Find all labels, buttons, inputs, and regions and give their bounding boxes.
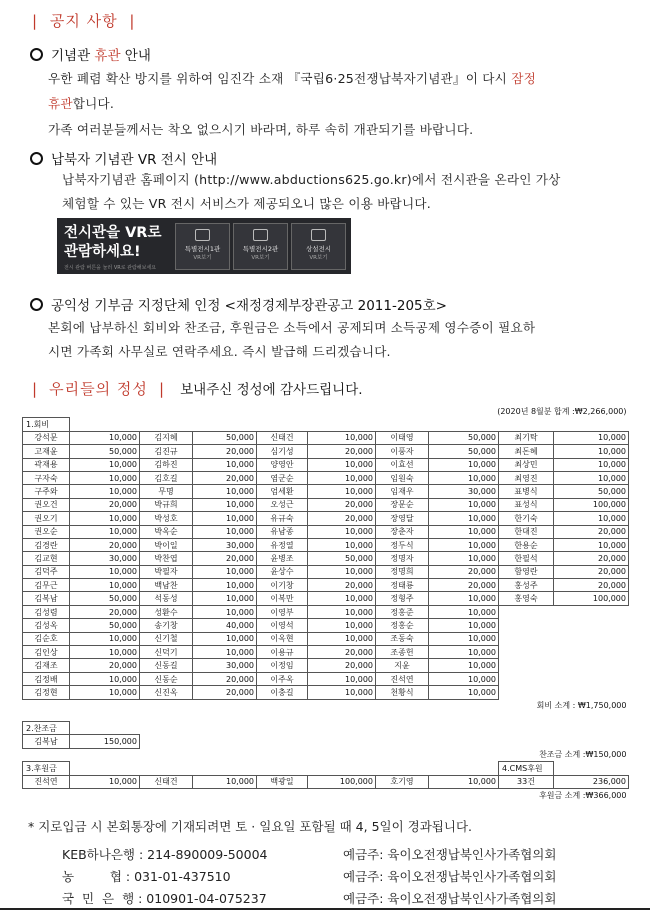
table-cell: 20,000: [429, 565, 499, 578]
table-cell: 정명희: [376, 565, 429, 578]
table-cell: 이용규: [257, 646, 308, 659]
notice-closure-line: 휴관합니다.: [48, 96, 115, 111]
table-cell: 김정배: [23, 672, 70, 685]
table-row: [23, 775, 629, 788]
table-cell: 한용순: [499, 538, 554, 551]
empty-cell: [554, 632, 629, 645]
table-cell: 10,000: [70, 431, 140, 444]
vr-banner-caption: 전시 관람 버튼을 눌러 VR로 관람해보세요: [64, 265, 157, 271]
table-cell: 10,000: [193, 565, 257, 578]
table-cell: 10,000: [308, 619, 376, 632]
table-cell: 신진옥: [140, 686, 193, 699]
empty-cell: [499, 646, 554, 659]
table-cell: 10,000: [429, 538, 499, 551]
empty-cell: [23, 712, 629, 722]
vr-camera-icon: [311, 229, 326, 241]
notice-heading-vr: 납북자 기념관 VR 전시 안내: [30, 148, 217, 168]
table-cell: 10,000: [193, 458, 257, 471]
subtotal-row: [23, 699, 629, 712]
table-cell: 30,000: [429, 485, 499, 498]
table-row: [23, 735, 629, 748]
table-cell: 10,000: [70, 485, 140, 498]
table-cell: 40,000: [193, 619, 257, 632]
table-cell: (2020년 8월분 합계 :₩2,266,000): [497, 406, 627, 416]
table-cell: 10,000: [429, 646, 499, 659]
table-cell: 20,000: [308, 659, 376, 672]
vr-camera-icon: [195, 229, 210, 241]
table-cell: 20,000: [70, 659, 140, 672]
table-cell: 이영부: [257, 605, 308, 618]
table-cell: 10,000: [429, 471, 499, 484]
table-cell: 이정임: [257, 659, 308, 672]
table-cell: 10,000: [70, 512, 140, 525]
table-cell: 박필자: [140, 565, 193, 578]
table-cell: 10,000: [554, 445, 629, 458]
table-cell: 20,000: [308, 646, 376, 659]
table-row: [23, 646, 629, 659]
table-cell: 윤상수: [257, 565, 308, 578]
empty-cell: [70, 418, 629, 431]
table-cell: 최영진: [499, 471, 554, 484]
table-cell: 김경란: [23, 538, 70, 551]
table-cell: 김정현: [23, 686, 70, 699]
circle-bullet-icon: [30, 298, 43, 311]
table-row: [23, 565, 629, 578]
table-cell: 10,000: [70, 565, 140, 578]
table-cell: 50,000: [70, 445, 140, 458]
table-cell: 1.회비: [23, 418, 70, 431]
empty-cell: [499, 686, 554, 699]
table-row: [23, 498, 629, 511]
table-cell: 김덕주: [23, 565, 70, 578]
vr-exhibition-banner[interactable]: [57, 218, 351, 274]
donations-table-body: [23, 405, 629, 801]
table-cell: 신태건: [140, 775, 193, 788]
table-cell: 박규희: [140, 498, 193, 511]
gap: [23, 712, 629, 722]
table-cell: 10,000: [193, 498, 257, 511]
bank-account: 농 협 : 031-01-437510: [62, 869, 231, 884]
subtotal-row: [23, 788, 629, 801]
account-holder: 예금주: 육이오전쟁납북인사가족협의회: [343, 869, 557, 884]
table-cell: 정형주: [376, 592, 429, 605]
notice-vr-line: 체험할 수 있는 VR 전시 서비스가 제공되오니 많은 이용 바랍니다.: [62, 196, 431, 211]
table-cell: 10,000: [429, 592, 499, 605]
empty-cell: [70, 721, 629, 734]
table-cell: 20,000: [554, 525, 629, 538]
table-cell: 50,000: [70, 592, 140, 605]
table-cell: 10,000: [429, 686, 499, 699]
table-cell: 이효선: [376, 458, 429, 471]
table-cell: 강석문: [23, 431, 70, 444]
table-cell: 10,000: [70, 686, 140, 699]
table-cell: 20,000: [70, 605, 140, 618]
empty-cell: [554, 659, 629, 672]
table-cell: 지윤: [376, 659, 429, 672]
giro-note: * 지로입금 시 본회통장에 기재되려면 토 · 일요일 포함될 때 4, 5일이 경과됩니다.: [28, 819, 473, 834]
table-cell: 10,000: [308, 672, 376, 685]
table-cell: 석동성: [140, 592, 193, 605]
table-row: [23, 619, 629, 632]
empty-cell: [554, 762, 629, 775]
table-cell: 이옥현: [257, 632, 308, 645]
table-cell: 신기철: [140, 632, 193, 645]
section-label-row: [23, 418, 629, 431]
table-cell: 김재조: [23, 659, 70, 672]
table-cell: 김진규: [140, 445, 193, 458]
table-cell: 장문순: [376, 498, 429, 511]
table-cell: 양영안: [257, 458, 308, 471]
empty-cell: [499, 619, 554, 632]
table-row: [23, 458, 629, 471]
table-cell: 10,000: [193, 525, 257, 538]
table-cell: 곽재용: [23, 458, 70, 471]
empty-cell: [140, 735, 629, 748]
table-cell: 후원금 소계 :₩366,000: [539, 790, 627, 800]
table-cell: 장영달: [376, 512, 429, 525]
table-cell: 10,000: [70, 646, 140, 659]
table-cell: 10,000: [308, 592, 376, 605]
table-cell: 10,000: [193, 646, 257, 659]
table-cell: 정홍순: [376, 619, 429, 632]
account-holder: 예금주: 육이오전쟁납북인사가족협의회: [343, 847, 557, 862]
table-row: [23, 538, 629, 551]
section-label-row: [23, 762, 629, 775]
table-cell: 박이일: [140, 538, 193, 551]
notice-heading-closure: 기념관 휴관 안내: [30, 44, 151, 64]
table-cell: 신덕기: [140, 646, 193, 659]
table-cell: 10,000: [193, 592, 257, 605]
table-cell: 호기영: [376, 775, 429, 788]
table-cell: 50,000: [70, 619, 140, 632]
table-cell: 20,000: [308, 512, 376, 525]
notice-closure-line: 가족 여러분들께서는 착오 없으시기 바라며, 하루 속히 개관되기를 바랍니다.: [48, 122, 474, 137]
table-row: [23, 552, 629, 565]
table-cell: 조종헌: [376, 646, 429, 659]
table-cell: 20,000: [554, 579, 629, 592]
empty-cell: [554, 646, 629, 659]
table-cell: 20,000: [193, 552, 257, 565]
bank-account: KEB하나은행 : 214-890009-50004: [62, 847, 268, 862]
table-cell: 김성옥: [23, 619, 70, 632]
table-row: [23, 471, 629, 484]
table-cell: 오성근: [257, 498, 308, 511]
table-cell: 236,000: [554, 775, 629, 788]
table-cell: 조동숙: [376, 632, 429, 645]
table-cell: 10,000: [429, 632, 499, 645]
table-row: [23, 512, 629, 525]
table-cell: 3.후원금: [23, 762, 70, 775]
vr-button-special-hall-2[interactable]: 특별전시2관 VR보기: [233, 223, 288, 270]
table-cell: 백광일: [257, 775, 308, 788]
table-cell: 구주와: [23, 485, 70, 498]
table-cell: 유남종: [257, 525, 308, 538]
empty-cell: [554, 605, 629, 618]
table-cell: 20,000: [193, 672, 257, 685]
table-cell: 20,000: [554, 565, 629, 578]
vr-button-permanent[interactable]: 상설전시 VR보기: [291, 223, 346, 270]
table-cell: 10,000: [70, 458, 140, 471]
donations-table: [22, 405, 629, 801]
table-cell: 10,000: [193, 579, 257, 592]
table-cell: 신동순: [140, 672, 193, 685]
vr-banner-title: 전시관을 VR로 관람하세요!: [64, 225, 162, 260]
table-cell: 20,000: [429, 579, 499, 592]
table-cell: 이충길: [257, 686, 308, 699]
table-cell: 정홍준: [376, 605, 429, 618]
table-cell: 김호길: [140, 471, 193, 484]
table-cell: 권오건: [23, 498, 70, 511]
table-cell: 최돈혜: [499, 445, 554, 458]
table-row: [23, 431, 629, 444]
table-cell: 이태영: [376, 431, 429, 444]
table-cell: 김교현: [23, 552, 70, 565]
table-cell: 박성호: [140, 512, 193, 525]
table-cell: 회비 소계 : ₩1,750,000: [536, 701, 627, 711]
table-cell: 한필석: [499, 552, 554, 565]
table-cell: 성환수: [140, 605, 193, 618]
table-cell: 이복만: [257, 592, 308, 605]
table-cell: 10,000: [429, 659, 499, 672]
table-cell: 100,000: [308, 775, 376, 788]
table-cell: 20,000: [70, 538, 140, 551]
table-cell: 표성식: [499, 498, 554, 511]
table-cell: 10,000: [193, 632, 257, 645]
table-cell: 홍영숙: [499, 592, 554, 605]
table-cell: 50,000: [554, 485, 629, 498]
table-cell: 이주옥: [257, 672, 308, 685]
table-cell: 10,000: [308, 485, 376, 498]
table-cell: 10,000: [429, 458, 499, 471]
table-cell: 장춘자: [376, 525, 429, 538]
empty-cell: [554, 686, 629, 699]
table-cell: 임재우: [376, 485, 429, 498]
table-cell: 10,000: [308, 605, 376, 618]
table-row: [23, 579, 629, 592]
table-cell: 10,000: [70, 775, 140, 788]
table-cell: 한기숙: [499, 512, 554, 525]
table-cell: 엄세환: [257, 485, 308, 498]
table-cell: 4.CMS후원: [499, 762, 554, 775]
table-cell: 한대진: [499, 525, 554, 538]
empty-cell: [554, 672, 629, 685]
table-cell: 이풍자: [376, 445, 429, 458]
table-cell: 10,000: [193, 512, 257, 525]
table-cell: 표병식: [499, 485, 554, 498]
vr-button-special-hall-1[interactable]: 특별전시1관 VR보기: [175, 223, 230, 270]
subtotal-row: [23, 748, 629, 761]
table-cell: 10,000: [429, 525, 499, 538]
circle-bullet-icon: [30, 48, 43, 61]
table-cell: 10,000: [70, 525, 140, 538]
table-cell: 진석연: [376, 672, 429, 685]
table-cell: 송기창: [140, 619, 193, 632]
empty-cell: [499, 672, 554, 685]
table-row: [23, 485, 629, 498]
empty-cell: [499, 605, 554, 618]
table-cell: 30,000: [193, 659, 257, 672]
donations-title: 우리들의 정성: [49, 380, 148, 398]
notice-heading-donation-org: 공익성 기부금 지정단체 인정 <재정경제부장관공고 2011-205호>: [30, 294, 447, 314]
bottom-rule: [0, 908, 650, 910]
table-cell: 정두식: [376, 538, 429, 551]
table-cell: 50,000: [429, 445, 499, 458]
table-cell: 김무근: [23, 579, 70, 592]
section-label-row: [23, 721, 629, 734]
table-cell: 10,000: [429, 512, 499, 525]
table-cell: 10,000: [193, 485, 257, 498]
table-cell: 구자숙: [23, 471, 70, 484]
table-row: [23, 445, 629, 458]
table-cell: 김지혜: [140, 431, 193, 444]
table-cell: 10,000: [308, 431, 376, 444]
table-cell: 유규숙: [257, 512, 308, 525]
table-cell: 최상민: [499, 458, 554, 471]
table-cell: 30,000: [193, 538, 257, 551]
table-cell: 심기성: [257, 445, 308, 458]
table-cell: 백남찬: [140, 579, 193, 592]
table-cell: 10,000: [429, 619, 499, 632]
table-cell: 신태건: [257, 431, 308, 444]
table-cell: 20,000: [308, 579, 376, 592]
table-cell: 33건: [499, 775, 554, 788]
empty-cell: [499, 659, 554, 672]
table-cell: 50,000: [429, 431, 499, 444]
table-cell: 10,000: [193, 775, 257, 788]
table-cell: 찬조금 소계 :₩150,000: [539, 750, 627, 760]
notice-donation-line: 시면 가족회 사무실로 연락주세요. 즉시 발급해 드리겠습니다.: [48, 344, 391, 359]
table-cell: 50,000: [308, 552, 376, 565]
table-cell: 최기탁: [499, 431, 554, 444]
table-cell: 100,000: [554, 592, 629, 605]
table-cell: 10,000: [429, 498, 499, 511]
vr-camera-icon: [253, 229, 268, 241]
table-cell: 10,000: [70, 579, 140, 592]
circle-bullet-icon: [30, 152, 43, 165]
table-cell: 10,000: [308, 458, 376, 471]
table-cell: 천황식: [376, 686, 429, 699]
notice-section-title: [32, 10, 135, 31]
table-cell: 김순호: [23, 632, 70, 645]
table-cell: 30,000: [70, 552, 140, 565]
table-cell: 10,000: [554, 471, 629, 484]
account-holder: 예금주: 육이오전쟁납북인사가족협의회: [343, 891, 557, 906]
title-bar: |: [129, 12, 136, 30]
table-row: [23, 525, 629, 538]
empty-cell: [499, 632, 554, 645]
table-row: [23, 632, 629, 645]
table-cell: 20,000: [193, 471, 257, 484]
table-row: [23, 605, 629, 618]
table-cell: 150,000: [70, 735, 140, 748]
table-cell: 윤병조: [257, 552, 308, 565]
donations-subtitle: 보내주신 정성에 감사드립니다.: [180, 382, 363, 398]
table-cell: 10,000: [193, 605, 257, 618]
table-cell: 신동길: [140, 659, 193, 672]
table-cell: 20,000: [193, 686, 257, 699]
table-row: [23, 672, 629, 685]
table-cell: 100,000: [554, 498, 629, 511]
table-header-row: [23, 405, 629, 418]
table-cell: 20,000: [554, 552, 629, 565]
table-cell: 20,000: [193, 445, 257, 458]
notice-donation-line: 본회에 납부하신 회비와 찬조금, 후원금은 소득에서 공제되며 소득공제 영수증이 필요하: [48, 320, 536, 335]
table-cell: 20,000: [308, 445, 376, 458]
table-row: [23, 659, 629, 672]
table-cell: 정태룡: [376, 579, 429, 592]
empty-cell: [554, 619, 629, 632]
table-cell: 김인상: [23, 646, 70, 659]
table-cell: 고재윤: [23, 445, 70, 458]
bank-account: 국 민 은 행 : 010901-04-075237: [62, 891, 267, 906]
table-cell: 10,000: [429, 552, 499, 565]
table-cell: 20,000: [308, 498, 376, 511]
table-cell: 함영란: [499, 565, 554, 578]
table-cell: 박찬엽: [140, 552, 193, 565]
notice-vr-line: 납북자기념관 홈페이지 (http://www.abductions625.go.kr)에서 전시관을 온라인 가상: [62, 172, 561, 187]
donations-section-title: | 우리들의 정성 | 보내주신 정성에 감사드립니다.: [32, 380, 363, 398]
table-cell: 10,000: [554, 538, 629, 551]
notice-closure-line: 우한 폐렴 확산 방지를 위하여 임진각 소재 『국립6·25전쟁납북자기념관』이 다시 잠정: [48, 71, 536, 86]
table-cell: 2.찬조금: [23, 721, 70, 734]
table-cell: 10,000: [308, 471, 376, 484]
title-bar: |: [32, 12, 39, 30]
table-cell: 10,000: [554, 458, 629, 471]
table-cell: 10,000: [429, 775, 499, 788]
table-cell: 임원숙: [376, 471, 429, 484]
table-cell: 무명: [140, 485, 193, 498]
table-cell: 10,000: [70, 672, 140, 685]
table-cell: 10,000: [308, 538, 376, 551]
table-cell: 정명자: [376, 552, 429, 565]
table-cell: 10,000: [70, 471, 140, 484]
table-cell: 10,000: [554, 512, 629, 525]
table-cell: 10,000: [308, 565, 376, 578]
table-cell: 10,000: [70, 632, 140, 645]
table-cell: 20,000: [70, 498, 140, 511]
table-cell: 진석연: [23, 775, 70, 788]
table-cell: 10,000: [308, 525, 376, 538]
table-cell: 10,000: [429, 672, 499, 685]
table-cell: 김하진: [140, 458, 193, 471]
table-cell: 박옥순: [140, 525, 193, 538]
table-cell: 김성렴: [23, 605, 70, 618]
empty-cell: [70, 762, 499, 775]
table-cell: 권오순: [23, 525, 70, 538]
table-cell: 10,000: [308, 632, 376, 645]
table-cell: 홍성주: [499, 579, 554, 592]
table-cell: 10,000: [429, 605, 499, 618]
table-row: [23, 686, 629, 699]
table-cell: 김복남: [23, 592, 70, 605]
table-cell: 유정열: [257, 538, 308, 551]
table-row: [23, 592, 629, 605]
table-cell: 50,000: [193, 431, 257, 444]
table-cell: 염군순: [257, 471, 308, 484]
table-cell: 10,000: [308, 686, 376, 699]
notice-title: 공지 사항: [49, 12, 118, 30]
table-cell: 권오기: [23, 512, 70, 525]
table-cell: 김복남: [23, 735, 70, 748]
table-cell: 이기창: [257, 579, 308, 592]
table-cell: 10,000: [554, 431, 629, 444]
table-cell: 이영석: [257, 619, 308, 632]
